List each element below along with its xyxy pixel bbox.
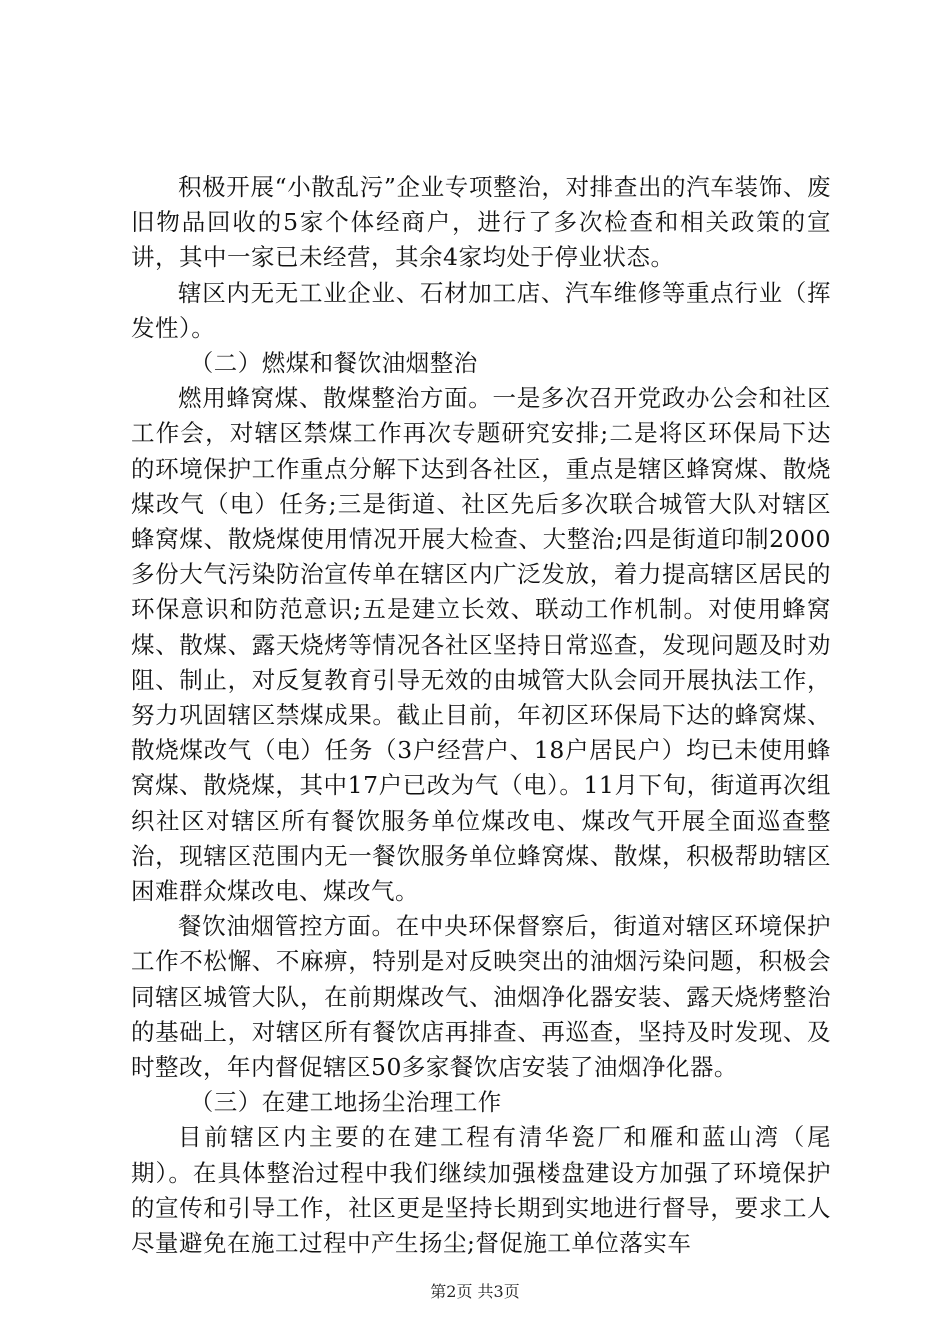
paragraph-construction-sites: 目前辖区内主要的在建工程有清华瓷厂和雁和蓝山湾（尾期）。在具体整治过程中我们继续加强楼盘建设方加强了环境保护的宣传和引导工作，社区更是坚持长期到实地进行督导，要求工人尽量避免在施工过程中产生扬尘;督促施工单位落实车 [131,1123,831,1258]
paragraph-key-industries: 辖区内无无工业企业、石材加工店、汽车维修等重点行业（挥发性）。 [131,278,831,342]
document-body [131,170,831,1261]
paragraph-small-scattered-enterprises: 积极开展“小散乱污”企业专项整治，对排查出的汽车装饰、废旧物品回收的5家个体经商户，进行了多次检查和相关政策的宣讲，其中一家已未经营，其余4家均处于停业状态。 [131,173,831,272]
paragraph-cooking-fume-control: 餐饮油烟管控方面。在中央环保督察后，街道对辖区环境保护工作不松懈、不麻痹，特别是对反映突出的油烟污染问题，积极会同辖区城管大队，在前期煤改气、油烟净化器安装、露天烧烤整治的基础上，对辖区所有餐饮店再排查、再巡查，坚持及时发现、及时整改，年内督促辖区50多家餐饮店安装了油烟净化器。 [131,912,831,1082]
section-heading-construction-dust: （三）在建工地扬尘治理工作 [189,1088,502,1117]
page-number-footer: 第2页 共3页 [430,1282,520,1301]
paragraph-coal-remediation: 燃用蜂窝煤、散煤整治方面。一是多次召开党政办公会和社区工作会，对辖区禁煤工作再次专题研究安排;二是将区环保局下达的环境保护工作重点分解下达到各社区，重点是辖区蜂窝煤、散烧煤改气（电）任务;三是街道、社区先后多次联合城管大队对辖区蜂窝煤、散烧煤使用情况开展大检查、大整治;四是街道印制2000多份大气污染防治宣传单在辖区内广泛发放，着力提高辖区居民的环保意识和防范意识;五是建立长效、联动工作机制。对使用蜂窝煤、散煤、露天烧烤等情况各社区坚持日常巡查，发现问题及时劝阻、制止，对反复教育引导无效的由城管大队会同开展执法工作，努力巩固辖区禁煤成果。截止目前，年初区环保局下达的蜂窝煤、散烧煤改气（电）任务（3户经营户、18户居民户）均已未使用蜂窝煤、散烧煤，其中17户已改为气（电）。11月下旬，街道再次组织社区对辖区所有餐饮服务单位煤改电、煤改气开展全面巡查整治，现辖区范围内无一餐饮服务单位蜂窝煤、散煤，积极帮助辖区困难群众煤改电、煤改气。 [131,384,831,906]
section-heading-coal-and-fumes: （二）燃煤和餐饮油烟整治 [189,349,478,378]
